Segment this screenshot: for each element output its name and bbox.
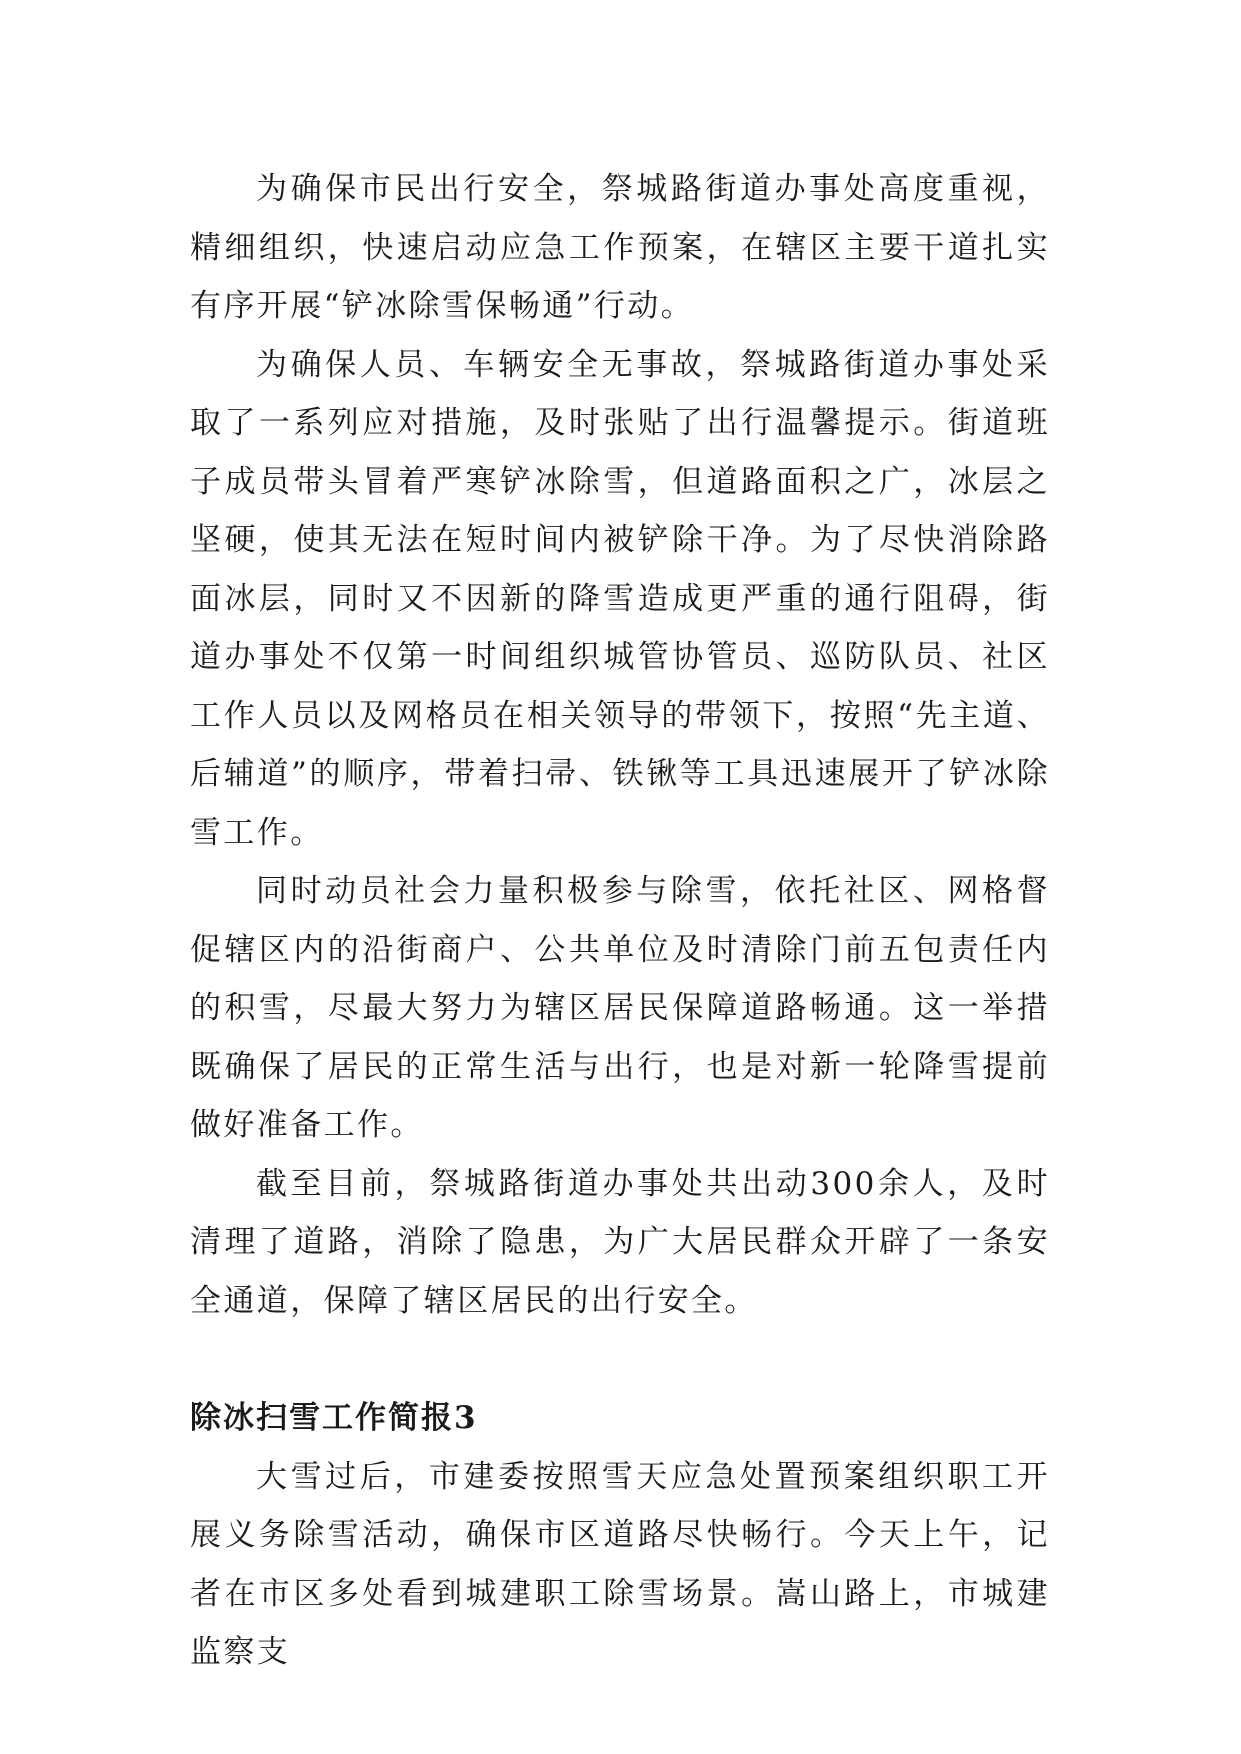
document-body [190, 160, 1050, 1682]
paragraph-1: 为确保市民出行安全，祭城路街道办事处高度重视，精细组织，快速启动应急工作预案，在辖区主要干道扎实有序开展“铲冰除雪保畅通”行动。 [190, 171, 1050, 324]
paragraph-5: 大雪过后，市建委按照雪天应急处置预案组织职工开展义务除雪活动，确保市区道路尽快畅行。今天上午，记者在市区多处看到城建职工除雪场景。嵩山路上，市城建监察支 [190, 1458, 1050, 1670]
paragraph-2: 为确保人员、车辆安全无事故，祭城路街道办事处采取了一系列应对措施，及时张贴了出行温馨提示。街道班子成员带头冒着严寒铲冰除雪，但道路面积之广，冰层之坚硬，使其无法在短时间内被铲除干净。为了尽快消除路面冰层，同时又不因新的降雪造成更严重的通行阻碍，街道办事处不仅第一时间组织城管协管员、巡防队员、社区工作人员以及网格员在相关领导的带领下，按照“先主道、后辅道”的顺序，带着扫帚、铁锹等工具迅速展开了铲冰除雪工作。 [190, 346, 1050, 851]
paragraph-3: 同时动员社会力量积极参与除雪，依托社区、网格督促辖区内的沿街商户、公共单位及时清除门前五包责任内的积雪，尽最大努力为辖区居民保障道路畅通。这一举措既确保了居民的正常生活与出行，也是对新一轮降雪提前做好准备工作。 [190, 873, 1050, 1143]
paragraph-4: 截至目前，祭城路街道办事处共出动300余人，及时清理了道路，消除了隐患，为广大居民群众开辟了一条安全通道，保障了辖区居民的出行安全。 [190, 1165, 1050, 1319]
section-heading: 除冰扫雪工作简报3 [190, 1400, 478, 1436]
